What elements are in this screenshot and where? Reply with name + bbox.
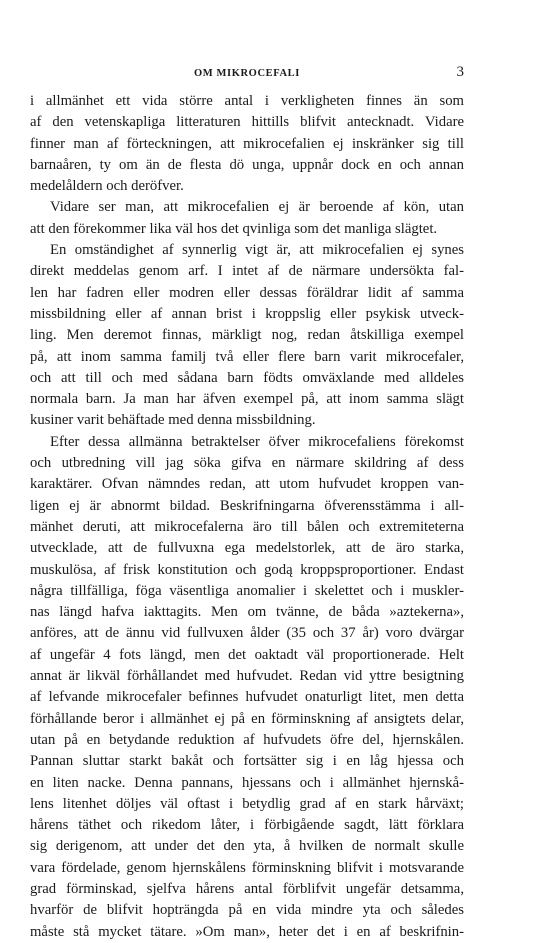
text-line: annat är likväl förhållandet med hufvudet. Redan vid yttre besigtning	[30, 668, 464, 685]
text-line: grad förminskad, sjelfva hårens antal förblifvit ungefär detsamma,	[30, 880, 464, 897]
text-line: vara fördelade, genom hjernskålens förminskning blifvit i motsvarande	[30, 859, 464, 876]
text-line: och att till och med sådana barn födts omväxlande med alldeles	[30, 369, 464, 386]
text-line: på, att inom samma familj två eller flere barn varit mikrocefaler,	[30, 348, 464, 365]
text-line: förhållande beror i allmänhet ej på en förminskning af ansigtets delar,	[30, 710, 464, 727]
text-line: utan på en betydande reduktion af hufvudets öfre del, hjernskålen.	[30, 731, 464, 748]
text-line: Vidare ser man, att mikrocefalien ej är beroende af kön, utan	[50, 199, 464, 216]
page-header	[30, 64, 464, 84]
text-line: måste stå mycket tätare. »Om man», heter det i en af beskrifnin-	[30, 923, 464, 940]
text-line: nas längd hafva iakttagits. Men om tvänne, de båda »aztekerna»,	[30, 604, 464, 621]
text-line: mänhet deruti, att mikrocefalerna äro till bålen och extremiteterna	[30, 518, 464, 535]
text-line: af ungefär 4 fots längd, men det oaktadt väl proportionerade. Helt	[30, 646, 464, 663]
text-line: missbildning eller af annan brist i kroppslig eller psykisk utveck-	[30, 305, 464, 322]
text-line: len har fadren eller modren eller dessas föräldrar lidit af samma	[30, 284, 464, 301]
text-line: af lefvande mikrocefaler befinnes hufvudet onaturligt litet, men detta	[30, 689, 464, 706]
text-line: att den förekommer lika väl hos det qvinliga som det manliga slägtet.	[30, 220, 438, 237]
text-line: karaktärer. Ofvan nämndes redan, att utom hufvudet kroppen van-	[30, 476, 464, 493]
text-line: utvecklade, att de fullvuxna ega medelstorlek, att de äro starka,	[30, 540, 464, 557]
text-line: ling. Men deremot finnas, märkligt nog, redan åtskilliga exempel	[30, 327, 464, 344]
text-line: sig derigenom, att under det den yta, å hvilken de normalt skulle	[30, 838, 464, 855]
text-line: en liten nacke. Denna pannans, hjessans och i allmänhet hjernskå-	[30, 774, 464, 791]
text-line: några tillfälliga, föga väsentliga anomalier i skelettet och i muskler-	[30, 582, 464, 599]
text-line: direkt meddelas genom arf. I intet af de närmare undersökta fal-	[30, 263, 464, 280]
text-line: Efter dessa allmänna betraktelser öfver mikrocefaliens förekomst	[50, 433, 464, 450]
text-line: kusiner varit behäftade med denna missbildning.	[30, 412, 316, 429]
text-line: hvarför de blifvit hopträngda på en vida mindre yta och således	[30, 902, 464, 919]
text-line: En omständighet af synnerlig vigt är, att mikrocefalien ej synes	[50, 242, 464, 259]
text-line: Pannan sluttar starkt bakåt och fortsätter sig i en låg hjessa och	[30, 753, 464, 770]
text-line: ligen ej är abnormt bildad. Beskrifningarna öfverensstämma i all-	[30, 497, 464, 514]
text-line: muskulösa, af frisk konstitution och godą kroppsproportioner. Endast	[30, 561, 464, 578]
text-line: barnaåren, ty om än de flesta dö unga, uppnår dock en och annan	[30, 156, 464, 173]
text-line: normala barn. Ja man har äfven exempel på, att inom samma slägt	[30, 391, 464, 408]
text-line: och utbredning vill jag söka gifva en närmare skildring af dess	[30, 455, 464, 472]
running-head: OM MIKROCEFALI	[194, 68, 300, 79]
text-line: af den vetenskapliga litteraturen hittills blifvit antecknadt. Vidare	[30, 114, 464, 131]
page-number: 3	[456, 64, 464, 80]
body-text	[30, 91, 464, 943]
text-line: finner man af förteckningen, att mikrocefalien ej inskränker sig till	[30, 135, 464, 152]
text-line: anföres, att de ännu vid fullvuxen ålder (35 och 37 år) voro dvärgar	[30, 625, 464, 642]
text-line: medelåldern och deröfver.	[30, 178, 184, 195]
text-line: lens litenhet döljes väl oftast i betydlig grad af en stark hårväxt;	[30, 795, 464, 812]
text-line: i allmänhet ett vida större antal i verkligheten finnes än som	[30, 93, 464, 109]
text-line: hårens täthet och rikedom låter, i förbigående sagdt, lätt förklara	[30, 817, 464, 834]
